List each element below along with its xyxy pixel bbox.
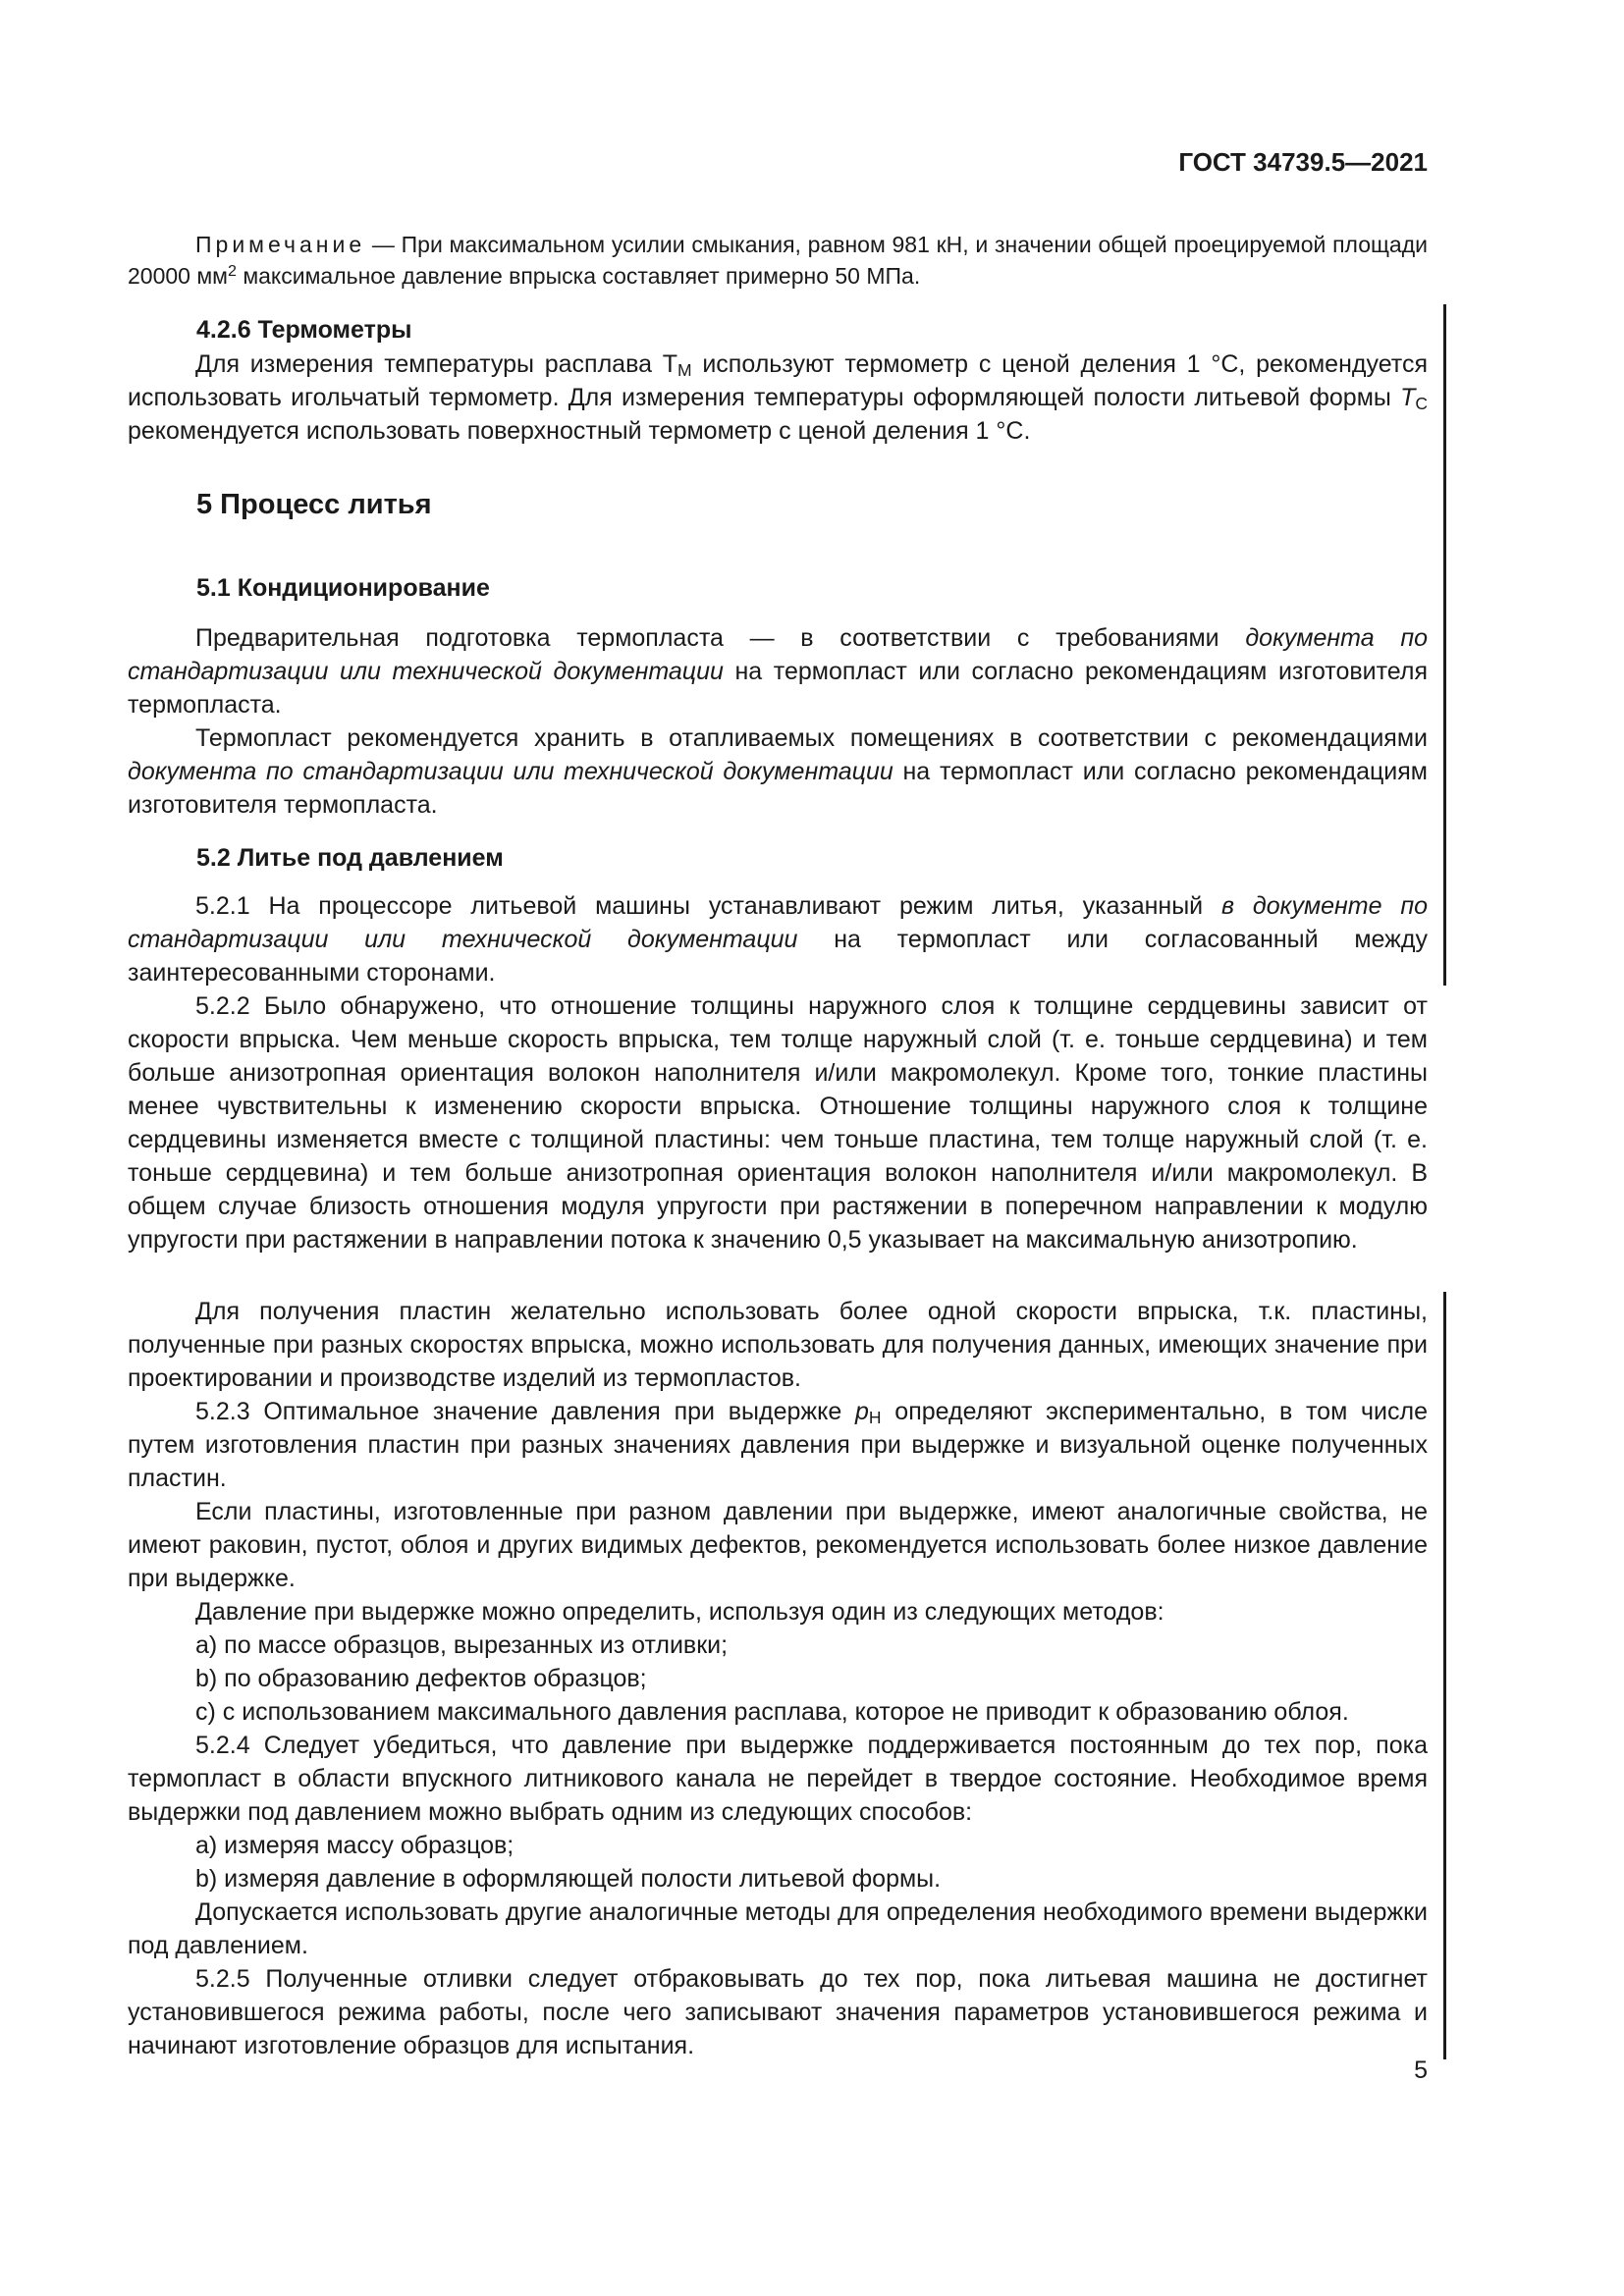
heading-4-2-6: 4.2.6 Термометры (196, 316, 412, 344)
heading-section-5: 5 Процесс литья (196, 489, 432, 520)
note-label: Примечание (195, 232, 366, 257)
paragraph-same-properties: Если пластины, изготовленные при разном давлении при выдержке, имеют аналогичные свойства, не имеют раковин, пустот, облоя и других видимых дефектов, рекомендуется использовать более низкое давление при выдержке. (128, 1498, 1428, 1592)
document-code-header: ГОСТ 34739.5—2021 (1178, 147, 1428, 177)
paragraph-5-2-4: 5.2.4 Следует убедиться, что давление при выдержке поддерживается постоянным до тех пор, пока термопласт в области впускного литникового канала не перейдет в твердое состояние. Необходимое время выдержки под давлением можно выбрать одним из следующих способов: (128, 1732, 1428, 1826)
page-number: 5 (1414, 2056, 1428, 2084)
paragraph-5-2-2: 5.2.2 Было обнаружено, что отношение толщины наружного слоя к толщине сердцевины зависит от скорости впрыска. Чем меньше скорость впрыска, тем толще наружный слой (т. е. тоньше сердцевина) и тем больше анизотропная ориентация волокон наполнителя и/или макромолекул. Кроме того, тонкие пластины менее чувствительны к изменению скорости впрыска. Отношение толщины наружного слоя к толщине сердцевины изменяется вместе с толщиной пластины: чем тоньше пластина, тем толще наружный слой (т. е. тоньше сердцевина) и тем больше анизотропная ориентация волокон наполнителя и/или макромолекул. В общем случае близость отношения модуля упругости при растяжении в поперечном направлении к модулю упругости при растяжении в направлении потока к значению 0,5 указывает на максимальную анизотропию. (128, 992, 1428, 1254)
note-paragraph (128, 229, 1428, 292)
change-bar-1 (1443, 304, 1446, 986)
list-item-way-b: b) измеряя давление в оформляющей полости литьевой формы. (195, 1865, 942, 1893)
list-item-method-c: c) с использованием максимального давления расплава, которое не приводит к образованию облоя. (195, 1698, 1349, 1726)
paragraph-plates: Для получения пластин желательно использовать более одной скорости впрыска, т.к. пластины, полученные при разных скоростях впрыска, можно использовать для получения данных, имеющих значение при проектировании и производстве изделий из термопластов. (128, 1298, 1428, 1392)
paragraph-5-1-1: Предварительная подготовка термопласта — в соответствии с требованиями документа по стандартизации или технической документации на термопласт или согласно рекомендациям изготовителя термопласта. (128, 624, 1428, 719)
paragraph-5-2-3: 5.2.3 Оптимальное значение давления при выдержке $p_H$ определяют экспериментально, в том числе путем изготовления пластин при разных значениях давления при выдержке и визуальной оценке полученных пластин. (128, 1398, 1428, 1492)
paragraph-allowed-methods: Допускается использовать другие аналогичные методы для определения необходимого времени выдержки под давлением. (128, 1898, 1428, 1959)
heading-5-2: 5.2 Литье под давлением (196, 844, 504, 872)
change-bar-2 (1443, 1292, 1446, 2059)
paragraph-4-2-6: Для измерения температуры расплава $T_M$ используют термометр с ценой деления 1 °С, рекомендуется использовать игольчатый термометр. Для измерения температуры оформляющей полости литьевой формы $T_C$ рекомендуется использовать поверхностный термометр с ценой деления 1 °С. (128, 350, 1428, 445)
note-text-1: — При максимальном усилии смыкания, равном 981 кН, и значении общей проецируемой площади 20000 мм (128, 232, 1428, 289)
list-item-method-b: b) по образованию дефектов образцов; (195, 1665, 647, 1692)
heading-5-1: 5.1 Кондиционирование (196, 574, 490, 602)
paragraph-methods-intro: Давление при выдержке можно определить, используя один из следующих методов: (195, 1598, 1164, 1626)
paragraph-5-2-1: 5.2.1 На процессоре литьевой машины устанавливают режим литья, указанный в документе по стандартизации или технической документации на термопласт или согласованный между заинтересованными сторонами. (128, 892, 1428, 987)
note-text-2: максимальное давление впрыска составляет примерно 50 МПа. (236, 263, 921, 289)
paragraph-5-1-2: Термопласт рекомендуется хранить в отапливаемых помещениях в соответствии с рекомендациями документа по стандартизации или технической документации на термопласт или согласно рекомендациям изготовителя термопласта. (128, 724, 1428, 819)
list-item-method-a: a) по массе образцов, вырезанных из отливки; (195, 1631, 729, 1659)
paragraph-5-2-5: 5.2.5 Полученные отливки следует отбраковывать до тех пор, пока литьевая машина не достигнет установившегося режима работы, после чего записывают значения параметров установившегося режима и начинают изготовление образцов для испытания. (128, 1965, 1428, 2059)
note-superscript: 2 (227, 262, 237, 280)
list-item-way-a: a) измеряя массу образцов; (195, 1832, 514, 1859)
